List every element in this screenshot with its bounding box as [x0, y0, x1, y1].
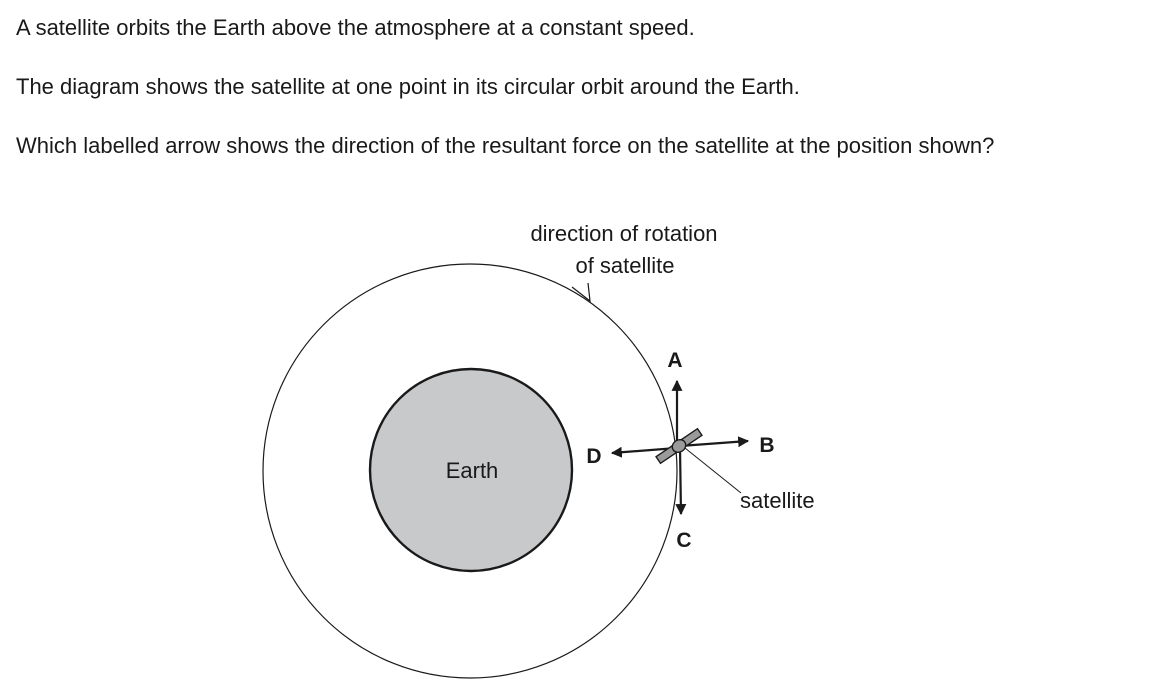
- rotation-label-line-2: of satellite: [575, 253, 675, 278]
- satellite-leader-line: [685, 448, 741, 493]
- label-d: D: [586, 445, 602, 468]
- question-line-1: A satellite orbits the Earth above the atmosphere at a constant speed.: [16, 15, 695, 40]
- satellite-icon: [655, 427, 703, 465]
- label-a: A: [667, 349, 683, 372]
- arrow-c: [680, 448, 681, 514]
- earth-label: Earth: [445, 458, 499, 483]
- satellite-label: satellite: [740, 488, 815, 513]
- label-c: C: [676, 529, 692, 552]
- question-line-2: The diagram shows the satellite at one point in its circular orbit around the Earth.: [16, 74, 800, 99]
- question-prompt: Which labelled arrow shows the direction of the resultant force on the satellite at the position shown?: [16, 133, 995, 158]
- rotation-label-line-1: direction of rotation: [530, 221, 718, 246]
- label-b: B: [759, 434, 775, 457]
